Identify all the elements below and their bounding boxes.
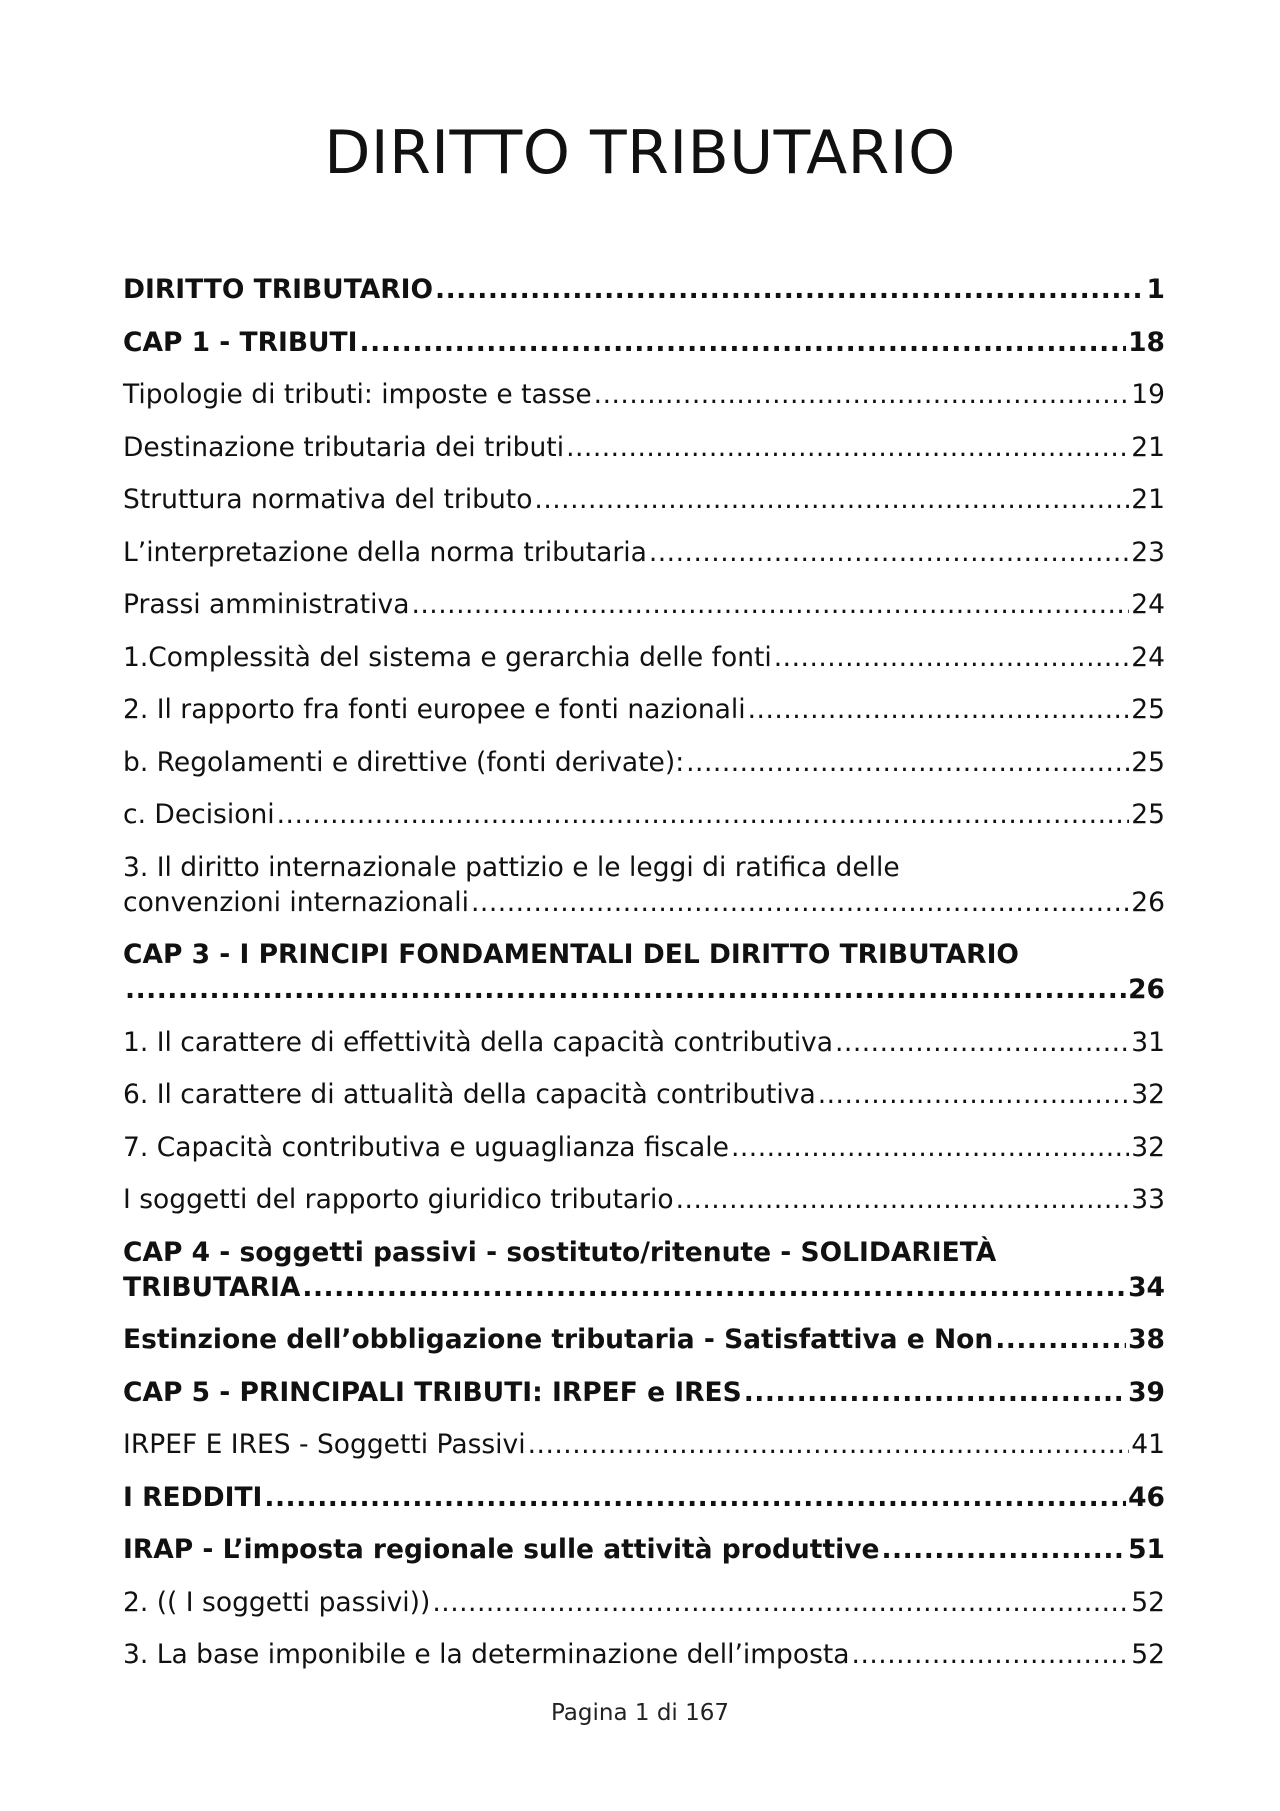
toc-entry-page: 24 bbox=[1131, 589, 1165, 620]
toc-entry[interactable] bbox=[123, 797, 1165, 832]
toc-entry[interactable] bbox=[123, 692, 1165, 727]
toc-entry[interactable] bbox=[123, 272, 1165, 307]
toc-entry-text: Prassi amministrativa bbox=[123, 589, 410, 620]
toc-entry-page: 51 bbox=[1128, 1534, 1165, 1565]
toc-entry-text: DIRITTO TRIBUTARIO bbox=[123, 274, 434, 305]
toc-entry-text: c. Decisioni bbox=[123, 799, 275, 830]
toc-entry-page: 25 bbox=[1131, 799, 1165, 830]
toc-entry-page: 32 bbox=[1131, 1131, 1165, 1163]
toc-entry-text: TRIBUTARIA bbox=[123, 1271, 301, 1303]
document-title: DIRITTO TRIBUTARIO bbox=[324, 118, 956, 188]
toc-entry-page: 21 bbox=[1131, 484, 1165, 515]
toc-leader-dots bbox=[774, 640, 1130, 675]
toc-leader-dots bbox=[649, 535, 1129, 570]
toc-leader-dots bbox=[360, 325, 1127, 360]
toc-entry[interactable] bbox=[123, 1375, 1165, 1410]
toc-entry[interactable] bbox=[123, 850, 1165, 920]
toc-entry-text: L’interpretazione della norma tributaria bbox=[123, 536, 647, 568]
toc-entry[interactable] bbox=[123, 377, 1165, 412]
toc-entry[interactable] bbox=[123, 745, 1165, 780]
toc-entry-text-line1: CAP 3 - I PRINCIPI FONDAMENTALI DEL DIRITTO TRIBUTARIO bbox=[123, 939, 1019, 970]
toc-entry-page: 21 bbox=[1131, 431, 1165, 463]
toc-leader-dots bbox=[676, 1182, 1130, 1217]
toc-entry-page: 46 bbox=[1128, 1481, 1165, 1513]
toc-entry-text: 1.Complessità del sistema e gerarchia delle fonti bbox=[123, 641, 772, 673]
toc-entry[interactable] bbox=[123, 1025, 1165, 1060]
toc-leader-dots bbox=[594, 377, 1130, 412]
toc-leader-dots bbox=[302, 1270, 1126, 1305]
toc-entry[interactable] bbox=[123, 1637, 1165, 1672]
toc-leader-dots bbox=[471, 885, 1129, 920]
toc-entry-page: 24 bbox=[1131, 641, 1165, 673]
toc-entry-text-line1: 3. Il diritto internazionale pattizio e le leggi di ratifica delle bbox=[123, 851, 900, 883]
toc-entry-page: 41 bbox=[1131, 1429, 1165, 1460]
toc-leader-dots bbox=[835, 1025, 1129, 1060]
toc-entry-page: 26 bbox=[1131, 886, 1165, 918]
toc-entry-text: CAP 1 - TRIBUTI bbox=[123, 326, 358, 358]
toc-leader-dots bbox=[744, 1375, 1126, 1410]
toc-entry-text: Struttura normativa del tributo bbox=[123, 484, 533, 515]
toc-leader-dots bbox=[432, 1585, 1129, 1620]
toc-entry-text: 3. La base imponibile e la determinazione dell’imposta bbox=[123, 1639, 850, 1670]
toc-entry[interactable] bbox=[123, 1130, 1165, 1165]
toc-entry-text: IRAP - L’imposta regionale sulle attività produttive bbox=[123, 1534, 880, 1565]
toc-leader-dots bbox=[277, 797, 1130, 832]
toc-entry-text: 6. Il carattere di attualità della capacità contributiva bbox=[123, 1079, 816, 1110]
toc-entry-text: I REDDITI bbox=[123, 1481, 263, 1513]
toc-entry-page: 38 bbox=[1128, 1324, 1165, 1355]
toc-entry-text: IRPEF E IRES - Soggetti Passivi bbox=[123, 1429, 526, 1460]
toc-entry-text: I soggetti del rapporto giuridico tributario bbox=[123, 1184, 674, 1215]
toc-entry-page: 25 bbox=[1131, 694, 1165, 725]
toc-entry-page: 26 bbox=[1128, 974, 1165, 1005]
toc-leader-dots bbox=[528, 1427, 1130, 1462]
toc-entry[interactable] bbox=[123, 430, 1165, 465]
toc-leader-dots bbox=[125, 972, 1126, 1007]
toc-entry-page: 33 bbox=[1131, 1184, 1165, 1215]
toc-entry-page: 52 bbox=[1131, 1639, 1165, 1670]
toc-entry-page: 19 bbox=[1131, 379, 1165, 410]
toc-leader-dots bbox=[731, 1130, 1129, 1165]
toc-entry[interactable] bbox=[123, 587, 1165, 622]
toc-entry-text: 7. Capacità contributiva e uguaglianza fiscale bbox=[123, 1131, 729, 1163]
toc-entry-page: 25 bbox=[1131, 746, 1165, 778]
toc-entry-text: Tipologie di tributi: imposte e tasse bbox=[123, 379, 592, 410]
toc-leader-dots bbox=[411, 587, 1129, 622]
toc-leader-dots bbox=[435, 272, 1145, 307]
toc-entry[interactable] bbox=[123, 1322, 1165, 1357]
toc-entry-page: 1 bbox=[1146, 274, 1165, 305]
toc-leader-dots bbox=[686, 745, 1129, 780]
toc-entry[interactable] bbox=[123, 535, 1165, 570]
toc-leader-dots bbox=[264, 1480, 1126, 1515]
toc-entry-page: 18 bbox=[1128, 326, 1165, 358]
toc-leader-dots bbox=[852, 1637, 1130, 1672]
toc-entry[interactable] bbox=[123, 1532, 1165, 1567]
toc-leader-dots bbox=[748, 692, 1130, 727]
toc-entry[interactable] bbox=[123, 1480, 1165, 1515]
toc-leader-dots bbox=[534, 482, 1129, 517]
toc-entry[interactable] bbox=[123, 1235, 1165, 1305]
toc-entry-page: 52 bbox=[1131, 1586, 1165, 1618]
table-of-contents bbox=[123, 272, 1165, 1690]
toc-entry-page: 31 bbox=[1131, 1026, 1165, 1058]
toc-entry-page: 39 bbox=[1128, 1376, 1165, 1408]
toc-entry[interactable] bbox=[123, 325, 1165, 360]
toc-entry-page: 23 bbox=[1131, 536, 1165, 568]
toc-entry-page: 32 bbox=[1131, 1079, 1165, 1110]
toc-entry[interactable] bbox=[123, 640, 1165, 675]
toc-entry-page: 34 bbox=[1128, 1271, 1165, 1303]
toc-entry-text: 2. (( I soggetti passivi)) bbox=[123, 1586, 431, 1618]
toc-leader-dots bbox=[881, 1532, 1126, 1567]
toc-entry[interactable] bbox=[123, 1585, 1165, 1620]
toc-entry-text: Estinzione dell’obbligazione tributaria - Satisfattiva e Non bbox=[123, 1324, 994, 1355]
toc-entry[interactable] bbox=[123, 937, 1165, 1007]
toc-entry-text: convenzioni internazionali bbox=[123, 886, 469, 918]
toc-leader-dots bbox=[995, 1322, 1126, 1357]
toc-entry-text-line1: CAP 4 - soggetti passivi - sostituto/ritenute - SOLIDARIETÀ bbox=[123, 1236, 997, 1268]
page-footer: Pagina 1 di 167 bbox=[550, 1700, 730, 1726]
toc-entry[interactable] bbox=[123, 482, 1165, 517]
toc-entry[interactable] bbox=[123, 1182, 1165, 1217]
toc-entry-text: CAP 5 - PRINCIPALI TRIBUTI: IRPEF e IRES bbox=[123, 1376, 742, 1408]
toc-entry[interactable] bbox=[123, 1077, 1165, 1112]
toc-entry-text: 2. Il rapporto fra fonti europee e fonti nazionali bbox=[123, 694, 746, 725]
toc-entry[interactable] bbox=[123, 1427, 1165, 1462]
toc-leader-dots bbox=[566, 430, 1129, 465]
toc-leader-dots bbox=[818, 1077, 1130, 1112]
toc-entry-text: Destinazione tributaria dei tributi bbox=[123, 431, 565, 463]
toc-entry-text: b. Regolamenti e direttive (fonti derivate): bbox=[123, 746, 685, 778]
toc-entry-text: 1. Il carattere di effettività della capacità contributiva bbox=[123, 1026, 833, 1058]
